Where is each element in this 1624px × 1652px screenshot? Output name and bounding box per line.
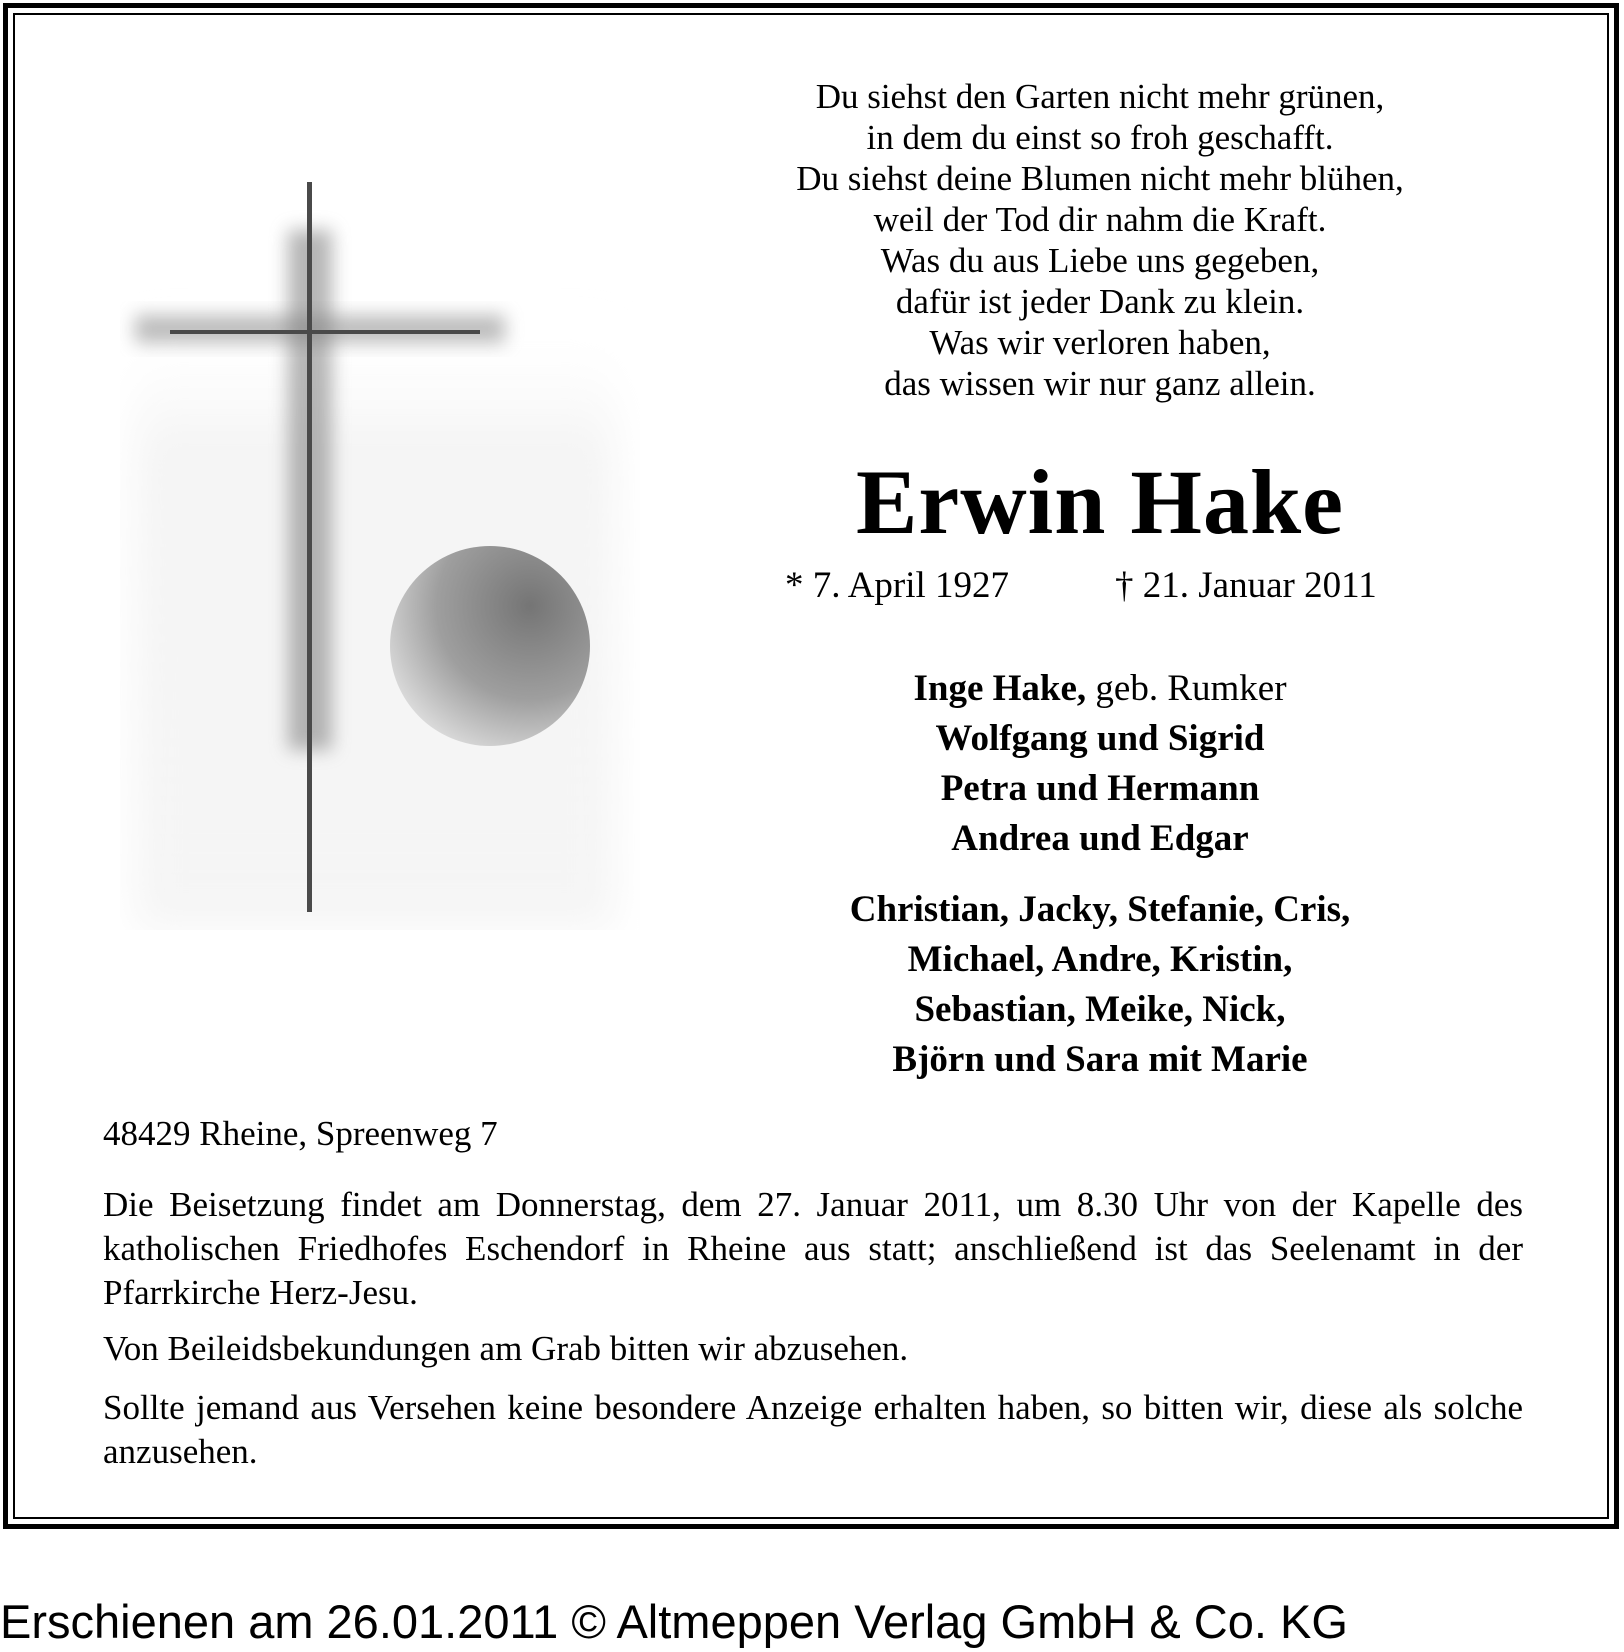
poem-line: Was du aus Liebe uns gegeben, [880,241,1320,280]
mourners-family [700,664,1500,864]
grandchildren-line: Sebastian, Meike, Nick, [914,989,1286,1030]
grandchildren-line: Michael, Andre, Kristin, [907,939,1293,980]
memorial-poem [700,76,1500,404]
poem-line: Du siehst deine Blumen nicht mehr blühen, [796,159,1404,198]
funeral-details-paragraph: Die Beisetzung findet am Donnerstag, dem 27. Januar 2011, um 8.30 Uhr von der Kapelle des katholischen Friedhofes Eschendorf in Rheine aus statt; anschließend ist das Seelenamt in der Pfarrkirche Herz-Jesu. [103,1185,1523,1312]
poem-line: dafür ist jeder Dank zu klein. [895,282,1305,321]
spouse-line [700,664,1500,714]
poem-line: Was wir verloren haben, [929,323,1271,362]
spouse-birthname: geb. Rumker [1086,668,1287,709]
spouse-name: Inge Hake, [913,668,1087,709]
grandchildren-line: Christian, Jacky, Stefanie, Cris, [849,889,1351,930]
deceased-name: Erwin Hake [856,451,1344,553]
condolence-note-paragraph: Von Beileidsbekundungen am Grab bitten wir abzusehen. [103,1329,909,1368]
sphere-icon [390,546,590,746]
family-address: 48429 Rheine, Spreenweg 7 [103,1114,498,1153]
death-date: † 21. Januar 2011 [1115,565,1377,606]
children-line: Petra und Hermann [940,768,1260,809]
publication-footer: Erschienen am 26.01.2011 © Altmeppen Verlag GmbH & Co. KG [0,1595,1348,1648]
birth-date: * 7. April 1927 [785,565,1010,606]
children-line: Wolfgang und Sigrid [935,718,1265,759]
mourners-grandchildren [700,885,1500,1085]
notice-note-paragraph: Sollte jemand aus Versehen keine besondere Anzeige erhalten haben, so bitten wir, diese als solche anzusehen. [103,1388,1523,1471]
poem-line: weil der Tod dir nahm die Kraft. [873,200,1327,239]
children-line: Andrea und Edgar [951,818,1249,859]
poem-line: das wissen wir nur ganz allein. [884,364,1316,403]
cross-sphere-artwork [120,170,640,930]
poem-line: in dem du einst so froh geschafft. [866,118,1334,157]
grandchildren-line: Björn und Sara mit Marie [892,1039,1308,1080]
poem-line: Du siehst den Garten nicht mehr grünen, [815,77,1385,116]
